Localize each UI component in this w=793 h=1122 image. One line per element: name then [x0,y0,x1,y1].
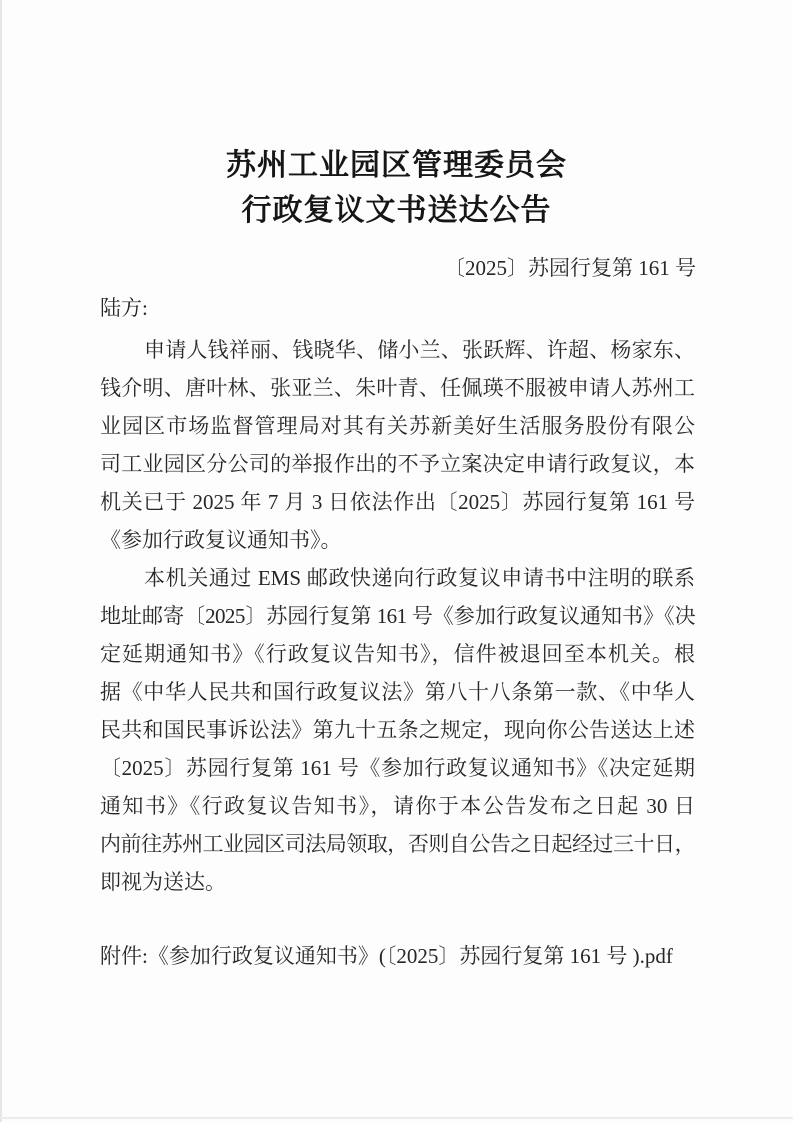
body-line: 民共和国民事诉讼法》第九十五条之规定，现向你公告送达上述 [100,718,695,742]
body-line: 本机关通过 EMS 邮政快递向行政复议申请书中注明的联系 [144,566,695,590]
document-title-line-2: 行政复议文书送达公告 [241,194,552,227]
document-body [100,331,695,901]
document-number: 〔2025〕苏园行复第 161 号 [444,256,696,280]
document-title-line-1: 苏州工业园区管理委员会 [226,149,567,182]
body-line: 机关已于 2025 年 7 月 3 日依法作出〔2025〕苏园行复第 161 号 [100,490,695,514]
body-line: 地址邮寄〔2025〕苏园行复第 161 号《参加行政复议通知书》《决 [100,604,695,628]
body-line: 定延期通知书》《行政复议告知书》，信件被退回至本机关。根 [100,642,695,666]
body-line: 《参加行政复议通知书》。 [100,528,342,552]
body-line: 业园区市场监督管理局对其有关苏新美好生活服务股份有限公 [100,414,695,438]
attachment-line: 附件:《参加行政复议通知书》(〔2025〕苏园行复第 161 号 ).pdf [100,944,673,968]
scan-edge-bottom [0,1117,793,1119]
body-line: 通知书》《行政复议告知书》，请你于本公告发布之日起 30 日 [100,794,695,818]
body-line: 据《中华人民共和国行政复议法》第八十八条第一款、《中华人 [100,680,695,704]
body-line: 即视为送达。 [100,870,226,894]
body-line: 钱介明、唐叶林、张亚兰、朱叶青、任佩瑛不服被申请人苏州工 [100,376,695,400]
salutation: 陆方: [100,296,148,320]
body-line: 司工业园区分公司的举报作出的不予立案决定申请行政复议，本 [100,452,695,476]
body-line: 〔2025〕苏园行复第 161 号《参加行政复议通知书》《决定延期 [100,756,695,780]
body-line: 申请人钱祥丽、钱晓华、储小兰、张跃辉、许超、杨家东、 [144,338,695,362]
body-line: 内前往苏州工业园区司法局领取，否则自公告之日起经过三十日， [100,832,695,856]
document-title [0,143,793,233]
